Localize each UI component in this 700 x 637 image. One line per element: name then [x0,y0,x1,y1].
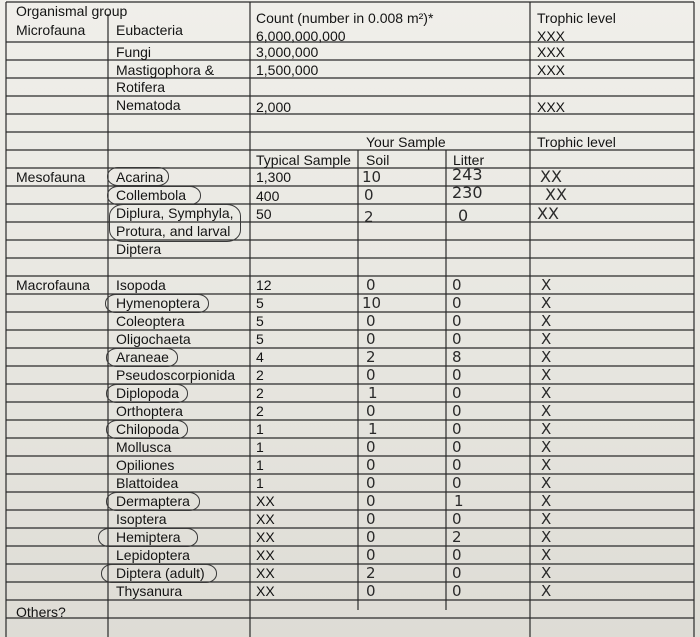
litter-count: 0 [452,276,462,294]
litter-count: 0 [452,330,462,348]
taxon-name-continued: Rotifera [116,79,166,95]
header-organismal-group: Organismal group [16,3,128,19]
litter-count: 0 [452,546,462,564]
litter-count: 0 [452,438,462,456]
soil-count: 2 [364,208,374,226]
taxon-name: Isoptera [116,511,167,527]
soil-count: 1 [368,384,378,402]
trophic-mark: X [541,420,552,438]
header-trophic-level: Trophic level [537,10,616,26]
typical-value: 1 [256,457,264,473]
soil-count: 0 [366,546,376,564]
soil-count: 0 [366,582,376,600]
typical-value: 2 [256,367,264,383]
typical-value: XX [256,511,275,527]
typical-value: XX [256,583,275,599]
taxon-name: Diptera (adult) [116,565,205,581]
typical-value: 400 [256,188,280,204]
count-value: 6,000,000,000 [256,28,346,44]
header-count: Count (number in 0.008 m²)* [256,10,434,26]
litter-count: 0 [452,294,462,312]
typical-value: XX [256,493,275,509]
taxon-name: Collembola [116,187,187,203]
taxon-name: Dermaptera [116,493,190,509]
trophic-mark: XX [540,167,562,186]
trophic-value: XXX [537,44,566,60]
taxon-name: Mastigophora & [116,62,215,78]
litter-count: 0 [458,206,469,225]
taxon-name: Hemiptera [116,529,181,545]
litter-count: 0 [452,456,462,474]
trophic-value: XXX [537,99,566,115]
trophic-value: XXX [537,62,566,78]
trophic-mark: X [541,402,552,420]
taxon-name: Chilopoda [116,421,180,437]
trophic-mark: X [541,492,552,510]
taxon-name: Coleoptera [116,313,185,329]
typical-value: 50 [256,206,272,222]
typical-value: XX [256,547,275,563]
soil-count: 10 [362,168,382,186]
typical-value: XX [256,529,275,545]
taxon-name: Nematoda [116,97,181,113]
typical-value: 12 [256,277,272,293]
header-soil: Soil [366,152,390,168]
soil-count: 0 [366,474,376,492]
taxon-name: Acarina [116,169,164,185]
litter-count: 2 [452,528,462,546]
taxon-name: Isopoda [116,277,166,293]
taxon-name: Pseudoscorpionida [116,367,236,383]
trophic-mark: X [541,528,552,546]
soil-count: 0 [366,402,376,420]
soil-count: 0 [366,510,376,528]
soil-count: 2 [366,564,376,582]
soil-count: 0 [366,492,376,510]
trophic-mark: X [541,474,552,492]
taxon-name: Mollusca [116,439,172,455]
group-label-macrofauna: Macrofauna [16,277,90,293]
taxon-name: Opiliones [116,457,175,473]
count-value: 2,000 [256,99,292,115]
typical-value: XX [256,565,275,581]
trophic-mark: X [541,456,552,474]
trophic-mark: X [541,438,552,456]
litter-count: 0 [452,366,462,384]
trophic-mark: X [541,294,552,312]
taxon-name: Hymenoptera [116,295,201,311]
trophic-mark: X [541,564,552,582]
soil-count: 10 [362,294,382,312]
taxon-name: Lepidoptera [116,547,190,563]
taxon-name-continued: Protura, and larval [116,223,231,239]
typical-value: 2 [256,385,264,401]
typical-value: 1 [256,421,264,437]
soil-count: 0 [366,456,376,474]
litter-count: 1 [454,492,464,510]
litter-count: 0 [452,420,462,438]
trophic-mark: X [541,510,552,528]
taxon-name: Oligochaeta [116,331,191,347]
typical-value: 5 [256,331,264,347]
trophic-mark: X [541,366,552,384]
trophic-mark: X [541,276,552,294]
soil-count: 0 [366,312,376,330]
taxon-name: Diplopoda [116,385,180,401]
litter-count: 0 [452,402,462,420]
typical-value: 4 [256,349,264,365]
typical-value: 1,300 [256,169,292,185]
soil-count: 0 [366,366,376,384]
litter-count: 0 [452,564,462,582]
typical-value: 2 [256,403,264,419]
litter-count: 0 [452,312,462,330]
group-label-microfauna: Microfauna [16,22,86,38]
trophic-mark: X [541,330,552,348]
group-label-mesofauna: Mesofauna [16,169,86,185]
litter-count: 0 [452,384,462,402]
trophic-mark: X [541,312,552,330]
soil-count: 1 [368,420,378,438]
header-trophic-level-2: Trophic level [537,134,616,150]
trophic-mark: X [541,348,552,366]
taxon-name: Eubacteria [116,22,183,38]
trophic-mark: X [541,582,552,600]
trophic-mark: XX [545,185,567,204]
trophic-mark: X [541,546,552,564]
soil-count: 0 [366,330,376,348]
soil-count: 2 [366,348,376,366]
soil-count: 0 [364,186,374,204]
litter-count: 8 [452,348,462,366]
litter-count: 0 [452,474,462,492]
litter-count: 230 [452,183,483,202]
typical-value: 5 [256,295,264,311]
count-value: 1,500,000 [256,62,319,78]
litter-count: 243 [452,165,483,184]
soil-count: 0 [366,528,376,546]
taxon-name-continued: Diptera [116,241,162,257]
typical-value: 5 [256,313,264,329]
typical-value: 1 [256,475,264,491]
taxon-name: Blattoidea [116,475,179,491]
typical-value: 1 [256,439,264,455]
trophic-mark: XX [537,204,559,223]
header-litter: Litter [453,152,485,168]
taxon-name: Diplura, Symphyla, [116,205,234,221]
trophic-mark: X [541,384,552,402]
soil-count: 0 [366,276,376,294]
taxon-name: Orthoptera [116,403,183,419]
group-label-others: Others? [16,604,66,620]
litter-count: 0 [452,582,462,600]
litter-count: 0 [452,510,462,528]
taxon-name: Araneae [116,349,169,365]
taxon-name: Thysanura [116,583,183,599]
soil-count: 0 [366,438,376,456]
trophic-value: XXX [537,28,566,44]
count-value: 3,000,000 [256,44,319,60]
header-your-sample: Your Sample [366,134,446,150]
taxon-name: Fungi [116,44,152,60]
header-typical-sample: Typical Sample [256,152,351,168]
